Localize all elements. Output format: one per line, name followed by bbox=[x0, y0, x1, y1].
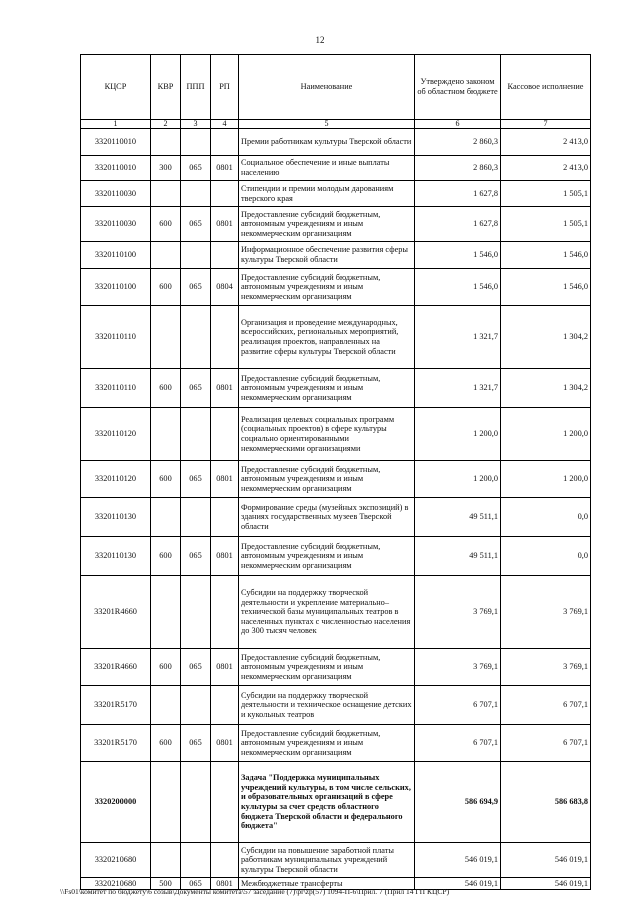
kcsr-cell: 33201R4660 bbox=[81, 649, 151, 686]
kvr-cell: 600 bbox=[151, 461, 181, 498]
approved-amount-cell: 1 546,0 bbox=[415, 269, 501, 306]
kcsr-cell: 3320110010 bbox=[81, 129, 151, 156]
name-cell: Субсидии на повышение заработной платы работникам муниципальных учреждений культуры Тверской области bbox=[239, 843, 415, 878]
executed-amount-cell: 1 546,0 bbox=[501, 242, 591, 269]
ppp-cell: 065 bbox=[181, 878, 211, 890]
header-ppp: ППП bbox=[181, 55, 211, 120]
rp-cell bbox=[211, 306, 239, 369]
rp-cell: 0801 bbox=[211, 725, 239, 762]
table-row bbox=[81, 207, 591, 242]
rp-cell bbox=[211, 181, 239, 207]
kcsr-cell: 33201R5170 bbox=[81, 686, 151, 725]
ppp-cell: 065 bbox=[181, 537, 211, 576]
kcsr-cell: 3320110110 bbox=[81, 369, 151, 408]
kvr-cell bbox=[151, 181, 181, 207]
approved-amount-cell: 3 769,1 bbox=[415, 576, 501, 649]
name-cell: Информационное обеспечение развития сферы культуры Тверской области bbox=[239, 242, 415, 269]
name-cell: Организация и проведение международных, всероссийских, региональных мероприятий, реализация проектов, направленных на развитие сферы культуры Тверской области bbox=[239, 306, 415, 369]
approved-amount-cell: 546 019,1 bbox=[415, 878, 501, 890]
executed-amount-cell: 1 505,1 bbox=[501, 181, 591, 207]
executed-amount-cell: 1 304,2 bbox=[501, 306, 591, 369]
approved-amount-cell: 1 627,8 bbox=[415, 207, 501, 242]
approved-amount-cell: 1 200,0 bbox=[415, 461, 501, 498]
kcsr-cell: 3320110110 bbox=[81, 306, 151, 369]
ppp-cell: 065 bbox=[181, 156, 211, 181]
ppp-cell bbox=[181, 843, 211, 878]
table-row bbox=[81, 461, 591, 498]
executed-amount-cell: 586 683,8 bbox=[501, 762, 591, 843]
kcsr-cell: 3320110010 bbox=[81, 156, 151, 181]
kvr-cell bbox=[151, 762, 181, 843]
table-row bbox=[81, 498, 591, 537]
approved-amount-cell: 6 707,1 bbox=[415, 725, 501, 762]
approved-amount-cell: 1 627,8 bbox=[415, 181, 501, 207]
executed-amount-cell: 1 200,0 bbox=[501, 461, 591, 498]
rp-cell: 0801 bbox=[211, 537, 239, 576]
ppp-cell bbox=[181, 306, 211, 369]
rp-cell: 0801 bbox=[211, 207, 239, 242]
kvr-cell bbox=[151, 306, 181, 369]
ppp-cell bbox=[181, 408, 211, 461]
kvr-cell: 600 bbox=[151, 537, 181, 576]
kcsr-cell: 3320110100 bbox=[81, 269, 151, 306]
table-row bbox=[81, 369, 591, 408]
ppp-cell: 065 bbox=[181, 461, 211, 498]
approved-amount-cell: 2 860,3 bbox=[415, 156, 501, 181]
header-approved: Утверждено законом об областном бюджете bbox=[415, 55, 501, 120]
executed-amount-cell: 6 707,1 bbox=[501, 686, 591, 725]
ppp-cell bbox=[181, 181, 211, 207]
approved-amount-cell: 1 200,0 bbox=[415, 408, 501, 461]
name-cell: Формирование среды (музейных экспозиций) в зданиях государственных музеев Тверской области bbox=[239, 498, 415, 537]
column-number: 3 bbox=[181, 120, 211, 129]
rp-cell bbox=[211, 129, 239, 156]
executed-amount-cell: 0,0 bbox=[501, 498, 591, 537]
ppp-cell: 065 bbox=[181, 725, 211, 762]
rp-cell bbox=[211, 843, 239, 878]
column-number: 4 bbox=[211, 120, 239, 129]
column-number: 1 bbox=[81, 120, 151, 129]
rp-cell bbox=[211, 408, 239, 461]
kcsr-cell: 3320110130 bbox=[81, 537, 151, 576]
kvr-cell: 600 bbox=[151, 649, 181, 686]
executed-amount-cell: 546 019,1 bbox=[501, 878, 591, 890]
approved-amount-cell: 3 769,1 bbox=[415, 649, 501, 686]
ppp-cell: 065 bbox=[181, 649, 211, 686]
table-row bbox=[81, 156, 591, 181]
table-body bbox=[81, 129, 591, 890]
column-number: 7 bbox=[501, 120, 591, 129]
name-cell: Предоставление субсидий бюджетным, автономным учреждениям и иным некоммерческим организациям bbox=[239, 207, 415, 242]
kcsr-cell: 3320110030 bbox=[81, 207, 151, 242]
approved-amount-cell: 6 707,1 bbox=[415, 686, 501, 725]
rp-cell bbox=[211, 498, 239, 537]
kvr-cell bbox=[151, 576, 181, 649]
rp-cell bbox=[211, 576, 239, 649]
kvr-cell bbox=[151, 843, 181, 878]
executed-amount-cell: 2 413,0 bbox=[501, 129, 591, 156]
ppp-cell bbox=[181, 242, 211, 269]
kcsr-cell: 33201R4660 bbox=[81, 576, 151, 649]
table-row bbox=[81, 408, 591, 461]
rp-cell: 0801 bbox=[211, 369, 239, 408]
name-cell: Межбюджетные трансферты bbox=[239, 878, 415, 890]
rp-cell bbox=[211, 762, 239, 843]
name-cell: Задача "Поддержка муниципальных учреждений культуры, в том числе сельских, и образовательных организаций в сфере культуры за счет средств областного бюджета Тверской области и федерального бюджета" bbox=[239, 762, 415, 843]
kvr-cell bbox=[151, 686, 181, 725]
kvr-cell bbox=[151, 408, 181, 461]
approved-amount-cell: 586 694,9 bbox=[415, 762, 501, 843]
name-cell: Субсидии на поддержку творческой деятельности и техническое оснащение детских и кукольных театров bbox=[239, 686, 415, 725]
table-row bbox=[81, 306, 591, 369]
column-number: 2 bbox=[151, 120, 181, 129]
footer-file-path: \\Fs01\комитет по бюджету\6 созыв\Документы комитета\57 заседание (7)\pr\zp(57) 1094-П-6\Прил. 7 (Прил 14 ГП КЦСР) bbox=[60, 887, 450, 896]
header-rp: РП bbox=[211, 55, 239, 120]
rp-cell: 0804 bbox=[211, 269, 239, 306]
kvr-cell: 300 bbox=[151, 156, 181, 181]
column-numbers-row bbox=[81, 120, 591, 129]
ppp-cell: 065 bbox=[181, 369, 211, 408]
header-name: Наименование bbox=[239, 55, 415, 120]
column-number: 6 bbox=[415, 120, 501, 129]
header-kcsr: КЦСР bbox=[81, 55, 151, 120]
table-row bbox=[81, 762, 591, 843]
approved-amount-cell: 546 019,1 bbox=[415, 843, 501, 878]
approved-amount-cell: 49 511,1 bbox=[415, 537, 501, 576]
table-row bbox=[81, 843, 591, 878]
executed-amount-cell: 546 019,1 bbox=[501, 843, 591, 878]
table-row bbox=[81, 686, 591, 725]
column-number: 5 bbox=[239, 120, 415, 129]
name-cell: Субсидии на поддержку творческой деятельности и укрепление материально–технической базы муниципальных театров в населенных пунктах с численностью населения до 300 тысяч человек bbox=[239, 576, 415, 649]
kcsr-cell: 3320210680 bbox=[81, 878, 151, 890]
executed-amount-cell: 6 707,1 bbox=[501, 725, 591, 762]
table-row bbox=[81, 242, 591, 269]
approved-amount-cell: 49 511,1 bbox=[415, 498, 501, 537]
ppp-cell: 065 bbox=[181, 207, 211, 242]
kcsr-cell: 3320110120 bbox=[81, 408, 151, 461]
executed-amount-cell: 1 304,2 bbox=[501, 369, 591, 408]
kcsr-cell: 3320210680 bbox=[81, 843, 151, 878]
budget-table bbox=[80, 54, 591, 890]
approved-amount-cell: 1 321,7 bbox=[415, 369, 501, 408]
kvr-cell: 600 bbox=[151, 725, 181, 762]
table-row bbox=[81, 129, 591, 156]
executed-amount-cell: 3 769,1 bbox=[501, 576, 591, 649]
kvr-cell bbox=[151, 498, 181, 537]
rp-cell bbox=[211, 242, 239, 269]
ppp-cell bbox=[181, 129, 211, 156]
executed-amount-cell: 1 546,0 bbox=[501, 269, 591, 306]
name-cell: Предоставление субсидий бюджетным, автономным учреждениям и иным некоммерческим организациям bbox=[239, 725, 415, 762]
kcsr-cell: 3320110100 bbox=[81, 242, 151, 269]
executed-amount-cell: 1 505,1 bbox=[501, 207, 591, 242]
name-cell: Премии работникам культуры Тверской области bbox=[239, 129, 415, 156]
name-cell: Предоставление субсидий бюджетным, автономным учреждениям и иным некоммерческим организациям bbox=[239, 461, 415, 498]
approved-amount-cell: 1 546,0 bbox=[415, 242, 501, 269]
kvr-cell: 600 bbox=[151, 269, 181, 306]
kvr-cell: 600 bbox=[151, 369, 181, 408]
table-row bbox=[81, 576, 591, 649]
rp-cell: 0801 bbox=[211, 461, 239, 498]
ppp-cell bbox=[181, 762, 211, 843]
kcsr-cell: 33201R5170 bbox=[81, 725, 151, 762]
kvr-cell: 600 bbox=[151, 207, 181, 242]
approved-amount-cell: 2 860,3 bbox=[415, 129, 501, 156]
table-row bbox=[81, 725, 591, 762]
ppp-cell bbox=[181, 576, 211, 649]
kcsr-cell: 3320110120 bbox=[81, 461, 151, 498]
table-row bbox=[81, 181, 591, 207]
name-cell: Реализация целевых социальных программ (социальных проектов) в сфере культуры социально ориентированными некоммерческими организациями bbox=[239, 408, 415, 461]
table-header-row bbox=[81, 55, 591, 120]
page-number: 12 bbox=[315, 35, 325, 45]
header-kvr: КВР bbox=[151, 55, 181, 120]
name-cell: Предоставление субсидий бюджетным, автономным учреждениям и иным некоммерческим организациям bbox=[239, 269, 415, 306]
name-cell: Предоставление субсидий бюджетным, автономным учреждениям и иным некоммерческим организациям bbox=[239, 537, 415, 576]
approved-amount-cell: 1 321,7 bbox=[415, 306, 501, 369]
kvr-cell bbox=[151, 129, 181, 156]
table-row bbox=[81, 649, 591, 686]
kcsr-cell: 3320110130 bbox=[81, 498, 151, 537]
kvr-cell bbox=[151, 242, 181, 269]
rp-cell: 0801 bbox=[211, 878, 239, 890]
executed-amount-cell: 3 769,1 bbox=[501, 649, 591, 686]
name-cell: Социальное обеспечение и иные выплаты населению bbox=[239, 156, 415, 181]
table-row bbox=[81, 269, 591, 306]
rp-cell: 0801 bbox=[211, 649, 239, 686]
executed-amount-cell: 1 200,0 bbox=[501, 408, 591, 461]
name-cell: Предоставление субсидий бюджетным, автономным учреждениям и иным некоммерческим организациям bbox=[239, 369, 415, 408]
ppp-cell bbox=[181, 686, 211, 725]
kcsr-cell: 3320110030 bbox=[81, 181, 151, 207]
name-cell: Стипендии и премии молодым дарованиям тверского края bbox=[239, 181, 415, 207]
ppp-cell bbox=[181, 498, 211, 537]
executed-amount-cell: 2 413,0 bbox=[501, 156, 591, 181]
rp-cell bbox=[211, 686, 239, 725]
name-cell: Предоставление субсидий бюджетным, автономным учреждениям и иным некоммерческим организациям bbox=[239, 649, 415, 686]
kcsr-cell: 3320200000 bbox=[81, 762, 151, 843]
header-executed: Кассовое исполнение bbox=[501, 55, 591, 120]
kvr-cell: 500 bbox=[151, 878, 181, 890]
executed-amount-cell: 0,0 bbox=[501, 537, 591, 576]
table-row bbox=[81, 537, 591, 576]
ppp-cell: 065 bbox=[181, 269, 211, 306]
rp-cell: 0801 bbox=[211, 156, 239, 181]
